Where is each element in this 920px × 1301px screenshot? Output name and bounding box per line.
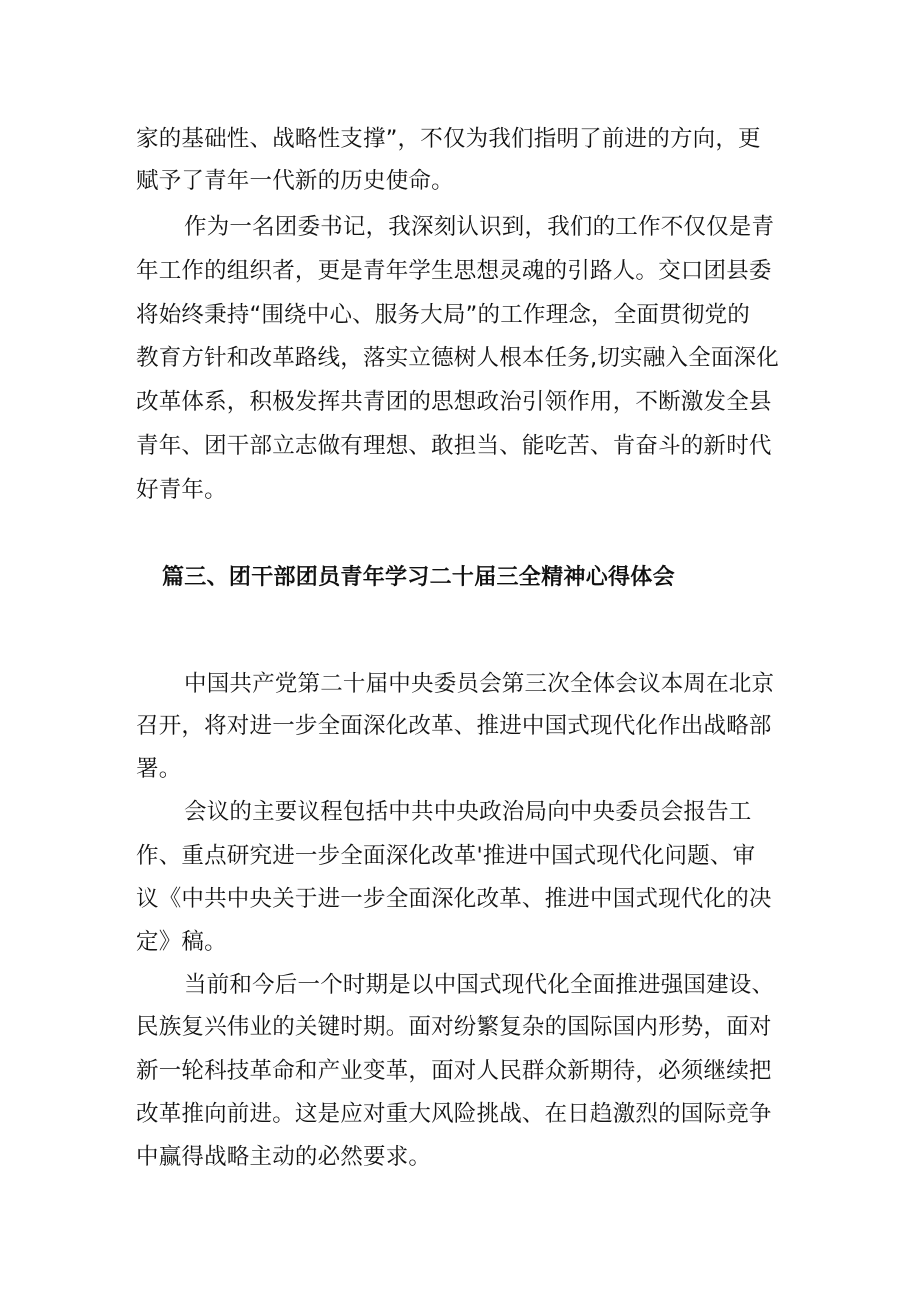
text-line: 改革推向前进。这是应对重大风险挑战、在日趋激烈的国际竞争: [136, 1101, 772, 1127]
text-line: 会议的主要议程包括中共中央政治局向中央委员会报告工: [184, 799, 752, 825]
text-line: 定》稿。: [136, 929, 227, 955]
text-line: 作、重点研究进一步全面深化改革'推进中国式现代化问题、审: [136, 843, 756, 869]
text-line: 作为一名团委书记，我深刻认识到，我们的工作不仅仅是青: [184, 214, 775, 240]
text-line: 当前和今后一个时期是以中国式现代化全面推进强国建设、: [184, 972, 775, 998]
text-line: 好青年。: [136, 477, 227, 503]
text-line: 年工作的组织者，更是青年学生思想灵魂的引路人。交口团县委: [136, 258, 772, 284]
text-line: 家的基础性、战略性支撑”，不仅为我们指明了前进的方向，更: [136, 126, 761, 152]
text-line: 召开，将对进一步全面深化改革、推进中国式现代化作出战略部: [136, 713, 772, 739]
text-line: 将始终秉持“围绕中心、服务大局”的工作理念，全面贯彻党的: [136, 302, 750, 328]
text-line: 青年、团干部立志做有理想、敢担当、能吃苦、肯奋斗的新时代: [136, 433, 772, 459]
text-line: 民族复兴伟业的关键时期。面对纷繁复杂的国际国内形势，面对: [136, 1014, 772, 1040]
text-line: 中赢得战略主动的必然要求。: [136, 1144, 432, 1170]
text-line: 赋予了青年一代新的历史使命。: [136, 168, 454, 194]
text-line: 改革体系，积极发挥共青团的思想政治引领作用，不断激发全县: [136, 389, 772, 415]
section-heading: 篇三、团干部团员青年学习二十届三全精神心得体会: [162, 565, 675, 590]
text-line: 教育方针和改革路线，落实立德树人根本任务,切实融入全面深化: [136, 345, 779, 371]
text-line: 署。: [136, 756, 182, 782]
text-line: 中国共产党第二十届中央委员会第三次全体会议本周在北京: [184, 671, 775, 697]
text-line: 新一轮科技革命和产业变革，面对人民群众新期待，必须继续把: [136, 1058, 772, 1084]
text-line: 议《中共中央关于进一步全面深化改革、推进中国式现代化的决: [136, 886, 772, 912]
